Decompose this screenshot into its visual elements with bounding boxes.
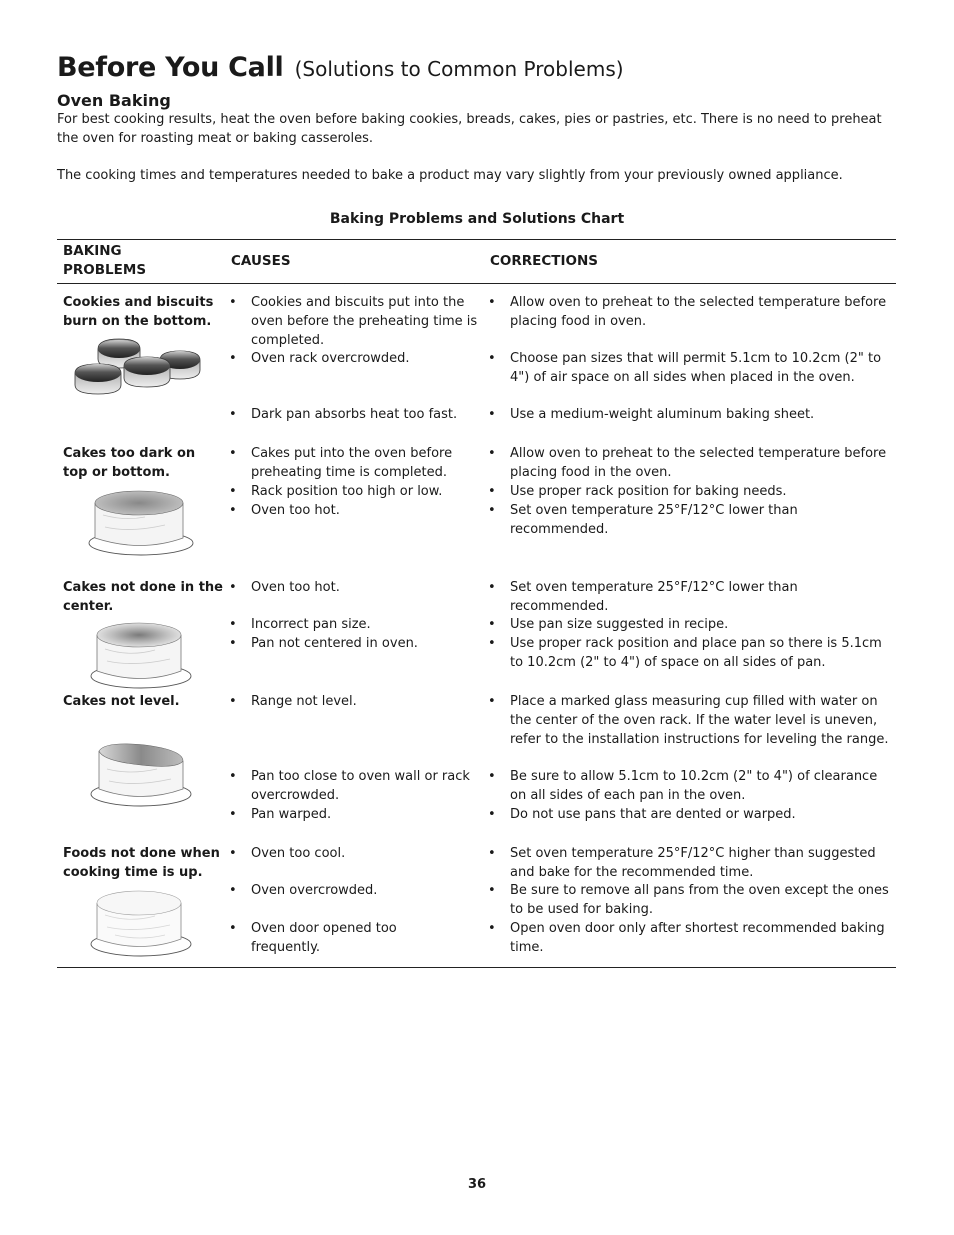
correction-item: • Use proper rack position for baking needs. bbox=[488, 484, 787, 499]
page-title-main: Before You Call bbox=[57, 52, 284, 83]
problem-label: Cakes not done in the center. bbox=[63, 580, 223, 614]
column-header-corrections: CORRECTIONS bbox=[490, 253, 599, 269]
page-title bbox=[57, 52, 624, 83]
problem-label: Cakes too dark on top or bottom. bbox=[63, 446, 196, 480]
cake-icon bbox=[91, 744, 191, 806]
cause-item: • Oven too hot. bbox=[229, 580, 340, 595]
cake-tilted-illustration bbox=[85, 735, 197, 810]
correction-item: • Set oven temperature 25°F/12°C lower than recommended. bbox=[488, 503, 798, 537]
correction-item: • Set oven temperature 25°F/12°C lower than recommended. bbox=[488, 580, 798, 614]
column-header-causes: CAUSES bbox=[231, 253, 291, 269]
problem-label: Foods not done when cooking time is up. bbox=[63, 846, 220, 880]
cause-item: • Rack position too high or low. bbox=[229, 484, 443, 499]
correction-item: • Place a marked glass measuring cup filled with water on the center of the oven rack. If the water level is uneven, refer to the installation instructions for leveling the range. bbox=[488, 694, 889, 747]
cause-item: • Pan too close to oven wall or rack overcrowded. bbox=[229, 769, 470, 803]
correction-item: • Open oven door only after shortest recommended baking time. bbox=[488, 921, 885, 955]
correction-item: • Set oven temperature 25°F/12°C higher than suggested and bake for the recommended time. bbox=[488, 846, 876, 880]
intro-paragraph-2: The cooking times and temperatures needed to bake a product may vary slightly from your previously owned appliance. bbox=[57, 168, 843, 183]
problem-label: Cookies and biscuits burn on the bottom. bbox=[63, 295, 214, 329]
table-header-rule bbox=[57, 283, 896, 284]
correction-item: • Allow oven to preheat to the selected temperature before placing food in oven. bbox=[488, 295, 887, 329]
cause-item: • Oven door opened too frequently. bbox=[229, 921, 397, 955]
cause-item: • Oven too cool. bbox=[229, 846, 346, 861]
correction-item: • Choose pan sizes that will permit 5.1cm to 10.2cm (2" to 4") of air space on all sides when placed in the oven. bbox=[488, 351, 882, 385]
cookie-icon bbox=[75, 364, 121, 394]
cause-item: • Cakes put into the oven before preheating time is completed. bbox=[229, 446, 453, 480]
column-header-problems: BAKING PROBLEMS bbox=[63, 243, 147, 278]
section-heading: Oven Baking bbox=[57, 91, 171, 110]
correction-item: • Do not use pans that are dented or warped. bbox=[488, 807, 796, 822]
cause-item: • Oven rack overcrowded. bbox=[229, 351, 410, 366]
cause-item: • Oven too hot. bbox=[229, 503, 340, 518]
correction-item: • Use a medium-weight aluminum baking sheet. bbox=[488, 407, 815, 422]
correction-item: • Use pan size suggested in recipe. bbox=[488, 617, 729, 632]
table-top-rule bbox=[57, 239, 896, 240]
cake-pale-illustration bbox=[85, 885, 197, 960]
cookie-icon bbox=[124, 357, 170, 387]
cause-item: • Incorrect pan size. bbox=[229, 617, 371, 632]
cake-icon bbox=[91, 891, 191, 956]
chart-title: Baking Problems and Solutions Chart bbox=[329, 211, 625, 227]
cause-item: • Oven overcrowded. bbox=[229, 883, 378, 898]
correction-item: • Be sure to allow 5.1cm to 10.2cm (2" to 4") of clearance on all sides of each pan in the oven. bbox=[488, 769, 878, 803]
correction-item: • Use proper rack position and place pan so there is 5.1cm to 10.2cm (2" to 4") of space on all sides of pan. bbox=[488, 636, 882, 670]
table-bottom-rule bbox=[57, 967, 896, 968]
intro-paragraph-1: For best cooking results, heat the oven before baking cookies, breads, cakes, pies or pastries, etc. There is no need to preheat the oven for roasting meat or baking casseroles. bbox=[57, 112, 882, 146]
cause-item: • Cookies and biscuits put into the oven before the preheating time is completed. bbox=[229, 295, 478, 348]
cause-item: • Dark pan absorbs heat too fast. bbox=[229, 407, 458, 422]
cookies-illustration bbox=[70, 335, 210, 410]
cause-item: • Pan warped. bbox=[229, 807, 332, 822]
correction-item: • Allow oven to preheat to the selected temperature before placing food in the oven. bbox=[488, 446, 887, 480]
correction-item: • Be sure to remove all pans from the oven except the ones to be used for baking. bbox=[488, 883, 889, 917]
cake-dark-illustration bbox=[85, 483, 197, 559]
page-number: 36 bbox=[467, 1177, 487, 1192]
cake-center-illustration bbox=[85, 617, 197, 692]
problem-label: Cakes not level. bbox=[63, 694, 180, 709]
cause-item: • Pan not centered in oven. bbox=[229, 636, 418, 651]
cause-item: • Range not level. bbox=[229, 694, 357, 709]
page-title-subtitle: (Solutions to Common Problems) bbox=[294, 57, 624, 81]
cake-icon bbox=[89, 491, 193, 555]
cake-icon bbox=[91, 623, 191, 688]
